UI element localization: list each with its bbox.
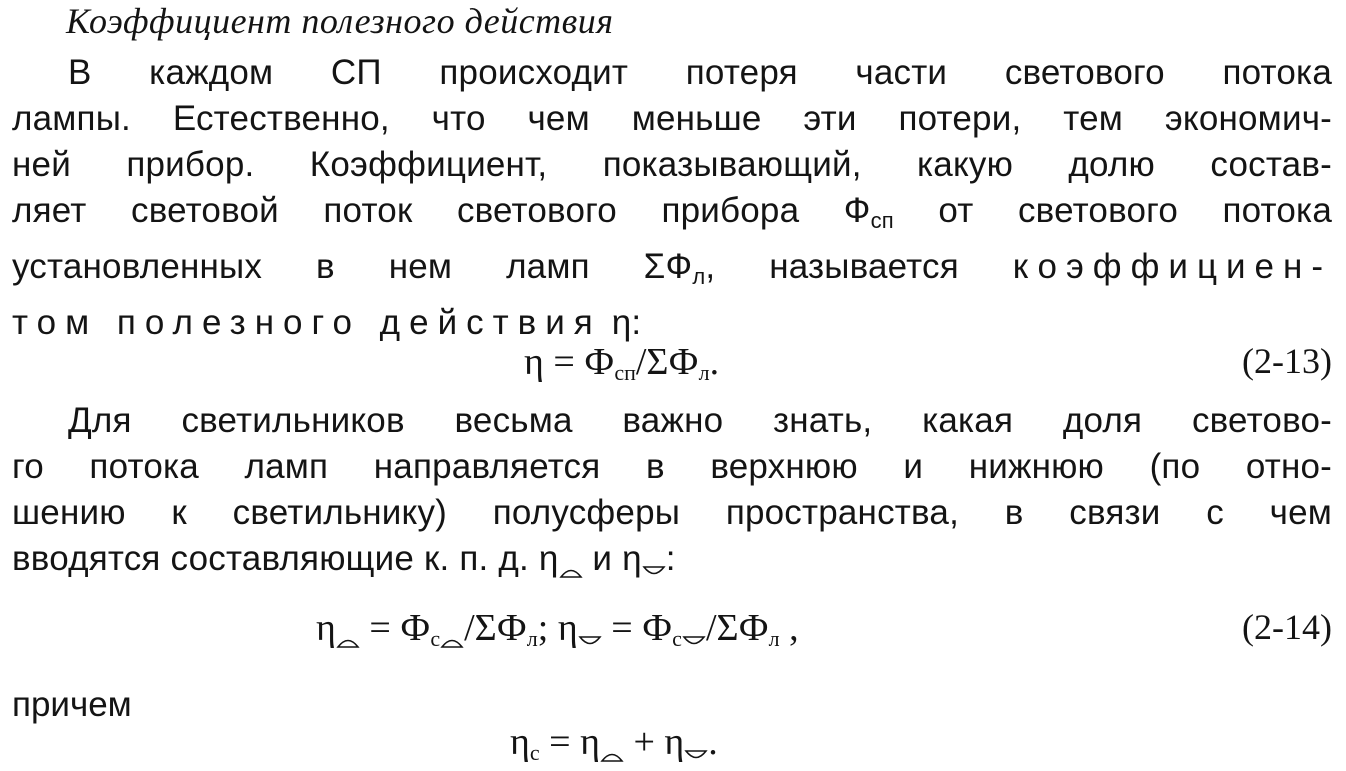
p2-line-4-mid: и η <box>582 539 642 578</box>
lower-hemisphere-icon <box>682 636 706 648</box>
lower-hemisphere-icon <box>642 566 666 578</box>
eq3-end: . <box>708 721 718 763</box>
equation-2-13 <box>524 340 719 386</box>
eq2-sub-l-1: л <box>526 626 538 651</box>
eq1-lhs: η = Ф <box>524 341 615 383</box>
eq3-equals: = η <box>539 721 600 763</box>
eq2-div-1: /ΣФ <box>464 607 527 649</box>
eq2-sub-c-2: с <box>672 626 682 651</box>
paragraph-1 <box>12 50 1332 346</box>
line-5-end: , называется <box>705 247 1013 286</box>
line-4-end: от светового потока <box>893 191 1332 230</box>
line-5-subscript: л <box>692 264 706 289</box>
equation-sum <box>510 720 718 766</box>
p2-line-4-end: : <box>665 539 676 578</box>
paragraph-1-line-1: В каждом СП происходит потеря части светового потока <box>68 53 1332 92</box>
line-5-spaced-term: коэффициен- <box>1012 247 1333 286</box>
upper-hemisphere-icon <box>440 636 464 648</box>
eq1-end: . <box>709 341 720 383</box>
eq2-eta-up: η <box>316 607 336 649</box>
section-heading: Коэффициент полезного действия <box>66 1 614 41</box>
eq2-equals-1: = Ф <box>359 607 431 649</box>
eq1-sub-1: сп <box>614 360 636 385</box>
eq2-end: , <box>779 607 799 649</box>
eq1-sub-2: л <box>698 360 710 385</box>
line-6-spaced-term: том полезного действия <box>12 303 602 342</box>
line-4-text: ляет световой поток светового прибора Ф <box>12 191 871 230</box>
upper-hemisphere-icon <box>600 750 624 762</box>
paragraph-1-line-5 <box>12 244 1332 300</box>
eq3-plus: + η <box>623 721 685 763</box>
line-6-end: η: <box>601 303 642 342</box>
paragraph-2 <box>12 398 1332 582</box>
paragraph-2-line-1: Для светильников весьма важно знать, какая доля светово- <box>68 401 1332 440</box>
eq2-equals-2: = Ф <box>601 607 673 649</box>
paragraph-1-line-2: лампы. Естественно, что чем меньше эти потери, тем экономич- <box>12 99 1332 138</box>
connector-word: причем <box>12 685 132 724</box>
upper-hemisphere-icon <box>336 636 360 648</box>
paragraph-2-line-2: го потока ламп направляется в верхнюю и нижнюю (по отно- <box>12 447 1332 486</box>
p2-line-4-text: вводятся составляющие к. п. д. η <box>12 539 559 578</box>
equation-2-14 <box>316 606 799 652</box>
line-5-text: установленных в нем ламп ΣФ <box>12 247 693 286</box>
eq2-sub-l-2: л <box>768 626 780 651</box>
eq3-sub-c: с <box>529 740 540 765</box>
paragraph-1-line-4 <box>12 188 1332 244</box>
paragraph-1-line-3: ней прибор. Коэффициент, показывающий, какую долю состав- <box>12 145 1332 184</box>
equation-number-2-14: (2-14) <box>1242 607 1332 647</box>
paragraph-2-line-4 <box>12 536 1332 582</box>
upper-hemisphere-icon <box>559 566 583 578</box>
eq1-mid: /ΣФ <box>635 341 699 383</box>
eq2-eta-down: ; η <box>537 607 578 649</box>
paragraph-2-line-3: шению к светильнику) полусферы пространства, в связи с чем <box>12 493 1332 532</box>
lower-hemisphere-icon <box>684 750 708 762</box>
lower-hemisphere-icon <box>578 636 602 648</box>
eq3-eta: η <box>510 721 530 763</box>
equation-number-2-13: (2-13) <box>1242 341 1332 381</box>
eq2-sub-c-1: с <box>430 626 441 651</box>
line-4-subscript: сп <box>870 208 894 233</box>
eq2-div-2: /ΣФ <box>705 607 769 649</box>
